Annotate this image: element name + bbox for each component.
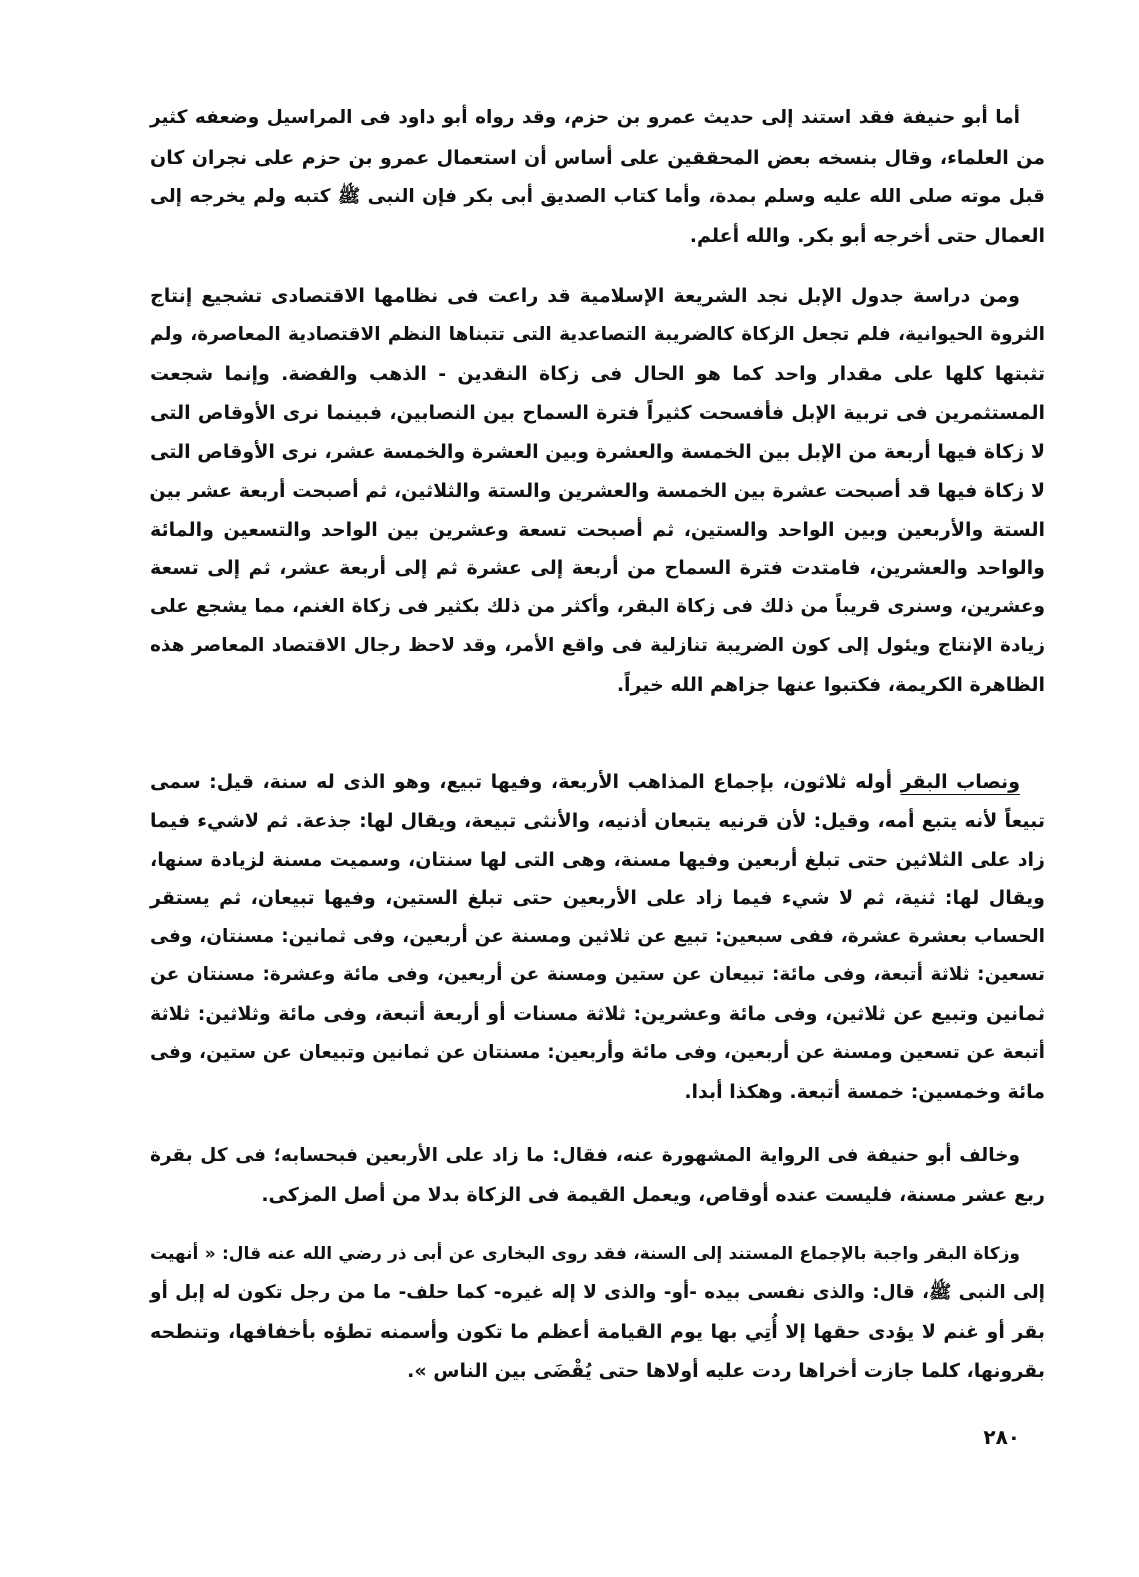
page-number: ٢٨٠: [983, 1425, 1020, 1449]
text-line: قبل موته صلى الله عليه وسلم بمدة، وأما كتاب الصديق أبى بكر فإن النبى ﷺ كتبه ولم يخرجه إلى: [150, 186, 1045, 207]
text-line: تبيعاً لأنه يتبع أمه، وقيل: لأن قرنيه يتبعان أذنيه، والأنثى تبيعة، ويقال لها: جذعة. ثم لاشيء فيما: [150, 810, 1045, 832]
text-line: ومن دراسة جدول الإبل نجد الشريعة الإسلامية قد راعت فى نظامها الاقتصادى تشجيع إنتاج: [150, 285, 1020, 307]
text-line: الظاهرة الكريمة، فكتبوا عنها جزاهم الله خيراً.: [616, 674, 1045, 696]
text-line: أتبعة عن تسعين ومسنة عن أربعين، وفى مائة وأربعين: مسنتان عن ثمانين وتبيعان عن ستين، وفى: [150, 1042, 1045, 1063]
text-line: [150, 764, 1020, 800]
text-line: وخالف أبو حنيفة فى الرواية المشهورة عنه، فقال: ما زاد على الأربعين فبحسابه؛ فى كل بقرة: [150, 1145, 1020, 1166]
underlined-term: ونصاب البقر: [900, 771, 1020, 793]
text-line: والواحد والعشرين، فامتدت فترة السماح من أربعة إلى عشرة ثم إلى أربعة عشر، ثم إلى تسعة: [150, 557, 1045, 579]
text-line: العمال حتى أخرجه أبو بكر. والله أعلم.: [689, 225, 1045, 247]
text-line: زاد على الثلاثين حتى تبلغ أربعين وفيها مسنة، وهى التى لها سنتان، وسميت مسنة لزيادة سنها،: [150, 849, 1045, 871]
text-line: بقرونها، كلما جازت أخراها ردت عليه أولاها حتى يُقْضَى بين الناس ».: [407, 1360, 1045, 1382]
text-line: وعشرين، وسنرى قريباً من ذلك فى زكاة البقر، وأكثر من ذلك بكثير فى زكاة الغنم، مما يشجع على: [150, 596, 1045, 617]
text-line: الستة والأربعين وبين الواحد والستين، ثم أصبحت تسعة وعشرين بين الواحد والتسعين والمائة: [150, 519, 1045, 541]
text-line: زيادة الإنتاج ويئول إلى كون الضريبة تنازلية فى واقع الأمر، وقد لاحظ رجال الاقتصاد المعاصر هذه: [150, 635, 1045, 656]
text-line: ثمانين وتبيع عن ثلاثين، وفى مائة وعشرين: ثلاثة مسنات أو أربعة أتبعة، وفى مائة وثلاثين: ثلاثة: [150, 1003, 1045, 1025]
text-line: أما أبو حنيفة فقد استند إلى حديث عمرو بن حزم، وقد رواه أبو داود فى المراسيل وضعفه كثير: [150, 107, 1020, 128]
text-line: لا زكاة فيها قد أصبحت عشرة بين الخمسة والعشرين والستة والثلاثين، ثم أصبحت أربعة عشر بين: [149, 480, 1045, 502]
line-text: أوله ثلاثون، بإجماع المذاهب الأربعة، وفيها تبيع، وهو الذى له سنة، قيل: سمى: [150, 771, 901, 793]
text-line: من العلماء، وقال بنسخه بعض المحققين على أساس أن استعمال عمرو بن حزم على نجران كان: [150, 147, 1045, 169]
text-line: مائة وخمسين: خمسة أتبعة. وهكذا أبدا.: [684, 1081, 1045, 1103]
text-line: تسعين: ثلاثة أتبعة، وفى مائة: تبيعان عن ستين ومسنة عن أربعين، وفى مائة وعشرة: مسنتان عن: [150, 964, 1045, 985]
text-line: المستثمرين فى تربية الإبل فأفسحت كثيراً فترة السماح بين النصابين، فبينما نرى الأوقاص التى: [150, 402, 1045, 424]
text-line: وزكاة البقر واجبة بالإجماع المستند إلى السنة، فقد روى البخارى عن أبى ذر رضي الله عنه قال: « أنهيت: [150, 1244, 1020, 1264]
text-line: تثبتها كلها على مقدار واحد كما هو الحال فى زكاة النقدين - الذهب والفضة. وإنما شجعت: [150, 363, 1045, 385]
text-line: الثروة الحيوانية، فلم تجعل الزكاة كالضريبة التصاعدية التى تتبناها النظم الاقتصادية المعاصرة، ولم: [150, 324, 1045, 345]
text-line: لا زكاة فيها أربعة من الإبل بين الخمسة والعشرة وبين العشرة والخمسة عشر، نرى الأوقاص التى: [150, 441, 1045, 463]
text-line: بقر أو غنم لا يؤدى حقها إلا أُتِي بها يوم القيامة أعظم ما تكون وأسمنه تطؤه بأخفافها، وتنطحه: [150, 1321, 1045, 1343]
text-line: ويقال لها: ثنية، ثم لا شيء فيما زاد على الأربعين حتى تبلغ الستين، وفيها تبيعان، ثم يستقر: [150, 887, 1045, 909]
text-line: ربع عشر مسنة، فليست عنده أوقاص، ويعمل القيمة فى الزكاة بدلا من أصل المزكى.: [261, 1184, 1045, 1206]
text-line: الحساب بعشرة عشرة، ففى سبعين: تبيع عن ثلاثين ومسنة عن أربعين، وفى ثمانين: مسنتان، وفى: [150, 926, 1045, 947]
text-line: إلى النبى ﷺ، قال: والذى نفسى بيده -أو- والذى لا إله غيره- كما حلف- ما من رجل تكون له إبل أو: [150, 1282, 1045, 1303]
